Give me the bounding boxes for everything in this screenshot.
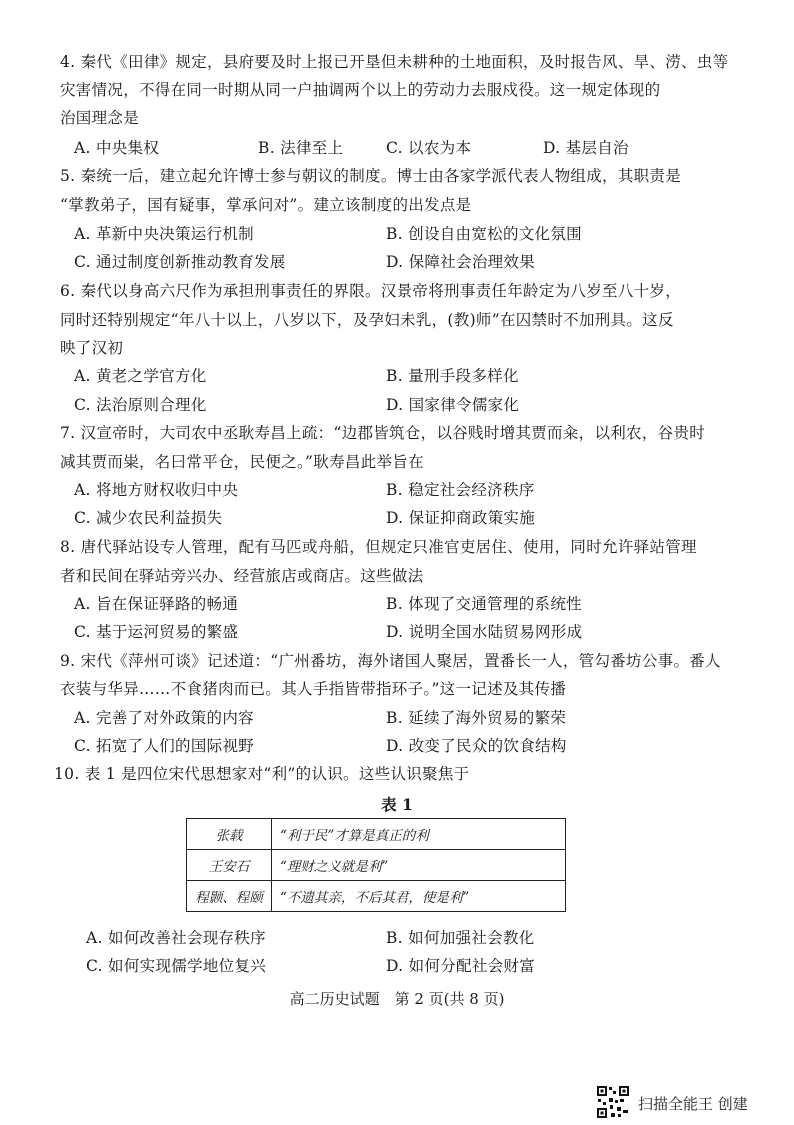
table-row xyxy=(187,881,566,912)
question-5-option-a: A. 革新中央决策运行机制 xyxy=(74,225,254,243)
question-4-option-c: C. 以农为本 xyxy=(386,139,472,157)
question-5-line-1: 5. 秦统一后，建立起允许博士参与朝议的制度。博士由各家学派代表人物组成，其职责是 xyxy=(60,167,682,185)
question-7-option-a: A. 将地方财权收归中央 xyxy=(74,481,239,499)
question-9-option-d: D. 改变了民众的饮食结构 xyxy=(386,737,567,755)
table-cell-view: “不遗其亲，不后其君，使是利” xyxy=(272,881,566,912)
question-5-line-2: “掌教弟子，国有疑事，掌承问对”。建立该制度的出发点是 xyxy=(60,196,472,214)
question-4-option-d: D. 基层自治 xyxy=(543,139,629,157)
question-8-line-2: 者和民间在驿站旁兴办、经营旅店或商店。这些做法 xyxy=(60,567,424,585)
question-8-option-a: A. 旨在保证驿路的畅通 xyxy=(74,595,239,613)
question-6-option-d: D. 国家律令儒家化 xyxy=(386,396,520,414)
table-cell-name: 张载 xyxy=(187,819,272,850)
question-6-option-c: C. 法治原则合理化 xyxy=(74,396,207,414)
question-7-option-c: C. 减少农民利益损失 xyxy=(74,509,223,527)
table-cell-view: “利于民”才算是真正的利 xyxy=(272,819,566,850)
question-8-option-c: C. 基于运河贸易的繁盛 xyxy=(74,623,239,641)
question-5-option-b: B. 创设自由宽松的文化氛围 xyxy=(386,225,582,243)
question-10-option-a: A. 如何改善社会现存秩序 xyxy=(86,929,266,947)
question-7-line-2: 减其贾而粜，名曰常平仓，民便之。”耿寿昌此举旨在 xyxy=(60,453,424,471)
qr-code-icon xyxy=(596,1085,630,1119)
watermark-text: 扫描全能王 创建 xyxy=(638,1095,748,1113)
question-4-line-1: 4. 秦代《田律》规定，县府要及时上报已开垦但未耕种的土地面积，及时报告风、旱、涝、虫等 xyxy=(60,53,729,71)
question-10-option-d: D. 如何分配社会财富 xyxy=(386,957,536,975)
question-4-option-a: A. 中央集权 xyxy=(74,139,160,157)
question-5-option-c: C. 通过制度创新推动教育发展 xyxy=(74,253,286,271)
question-8-line-1: 8. 唐代驿站设专人管理，配有马匹或舟船，但规定只准官吏居住、使用，同时允许驿站管理 xyxy=(60,538,697,556)
question-4-line-2: 灾害情况，不得在同一时期从同一户抽调两个以上的劳动力去服戍役。这一规定体现的 xyxy=(60,81,661,99)
question-5-option-d: D. 保障社会治理效果 xyxy=(386,253,536,271)
table-cell-name: 程颢、程颐 xyxy=(187,881,272,912)
question-7-option-d: D. 保证抑商政策实施 xyxy=(386,509,536,527)
question-10-option-c: C. 如何实现儒学地位复兴 xyxy=(86,957,267,975)
table-cell-view: “理财之义就是利” xyxy=(272,850,566,881)
table-cell-name: 王安石 xyxy=(187,850,272,881)
question-8-option-b: B. 体现了交通管理的系统性 xyxy=(386,595,582,613)
table-row xyxy=(187,819,566,850)
question-6-option-b: B. 量刑手段多样化 xyxy=(386,367,519,385)
question-10-line-1: 10. 表 1 是四位宋代思想家对“利”的认识。这些认识聚焦于 xyxy=(54,765,470,783)
table-1-caption: 表 1 xyxy=(381,795,413,814)
question-4-option-b: B. 法律至上 xyxy=(258,139,344,157)
question-6-option-a: A. 黄老之学官方化 xyxy=(74,367,207,385)
question-10-option-b: B. 如何加强社会教化 xyxy=(386,929,535,947)
question-8-option-d: D. 说明全国水陆贸易网形成 xyxy=(386,623,583,641)
question-6-line-2: 同时还特别规定“年八十以上，八岁以下，及孕妇未乳，(教)师”在囚禁时不加刑具。这反 xyxy=(60,311,674,329)
question-9-option-a: A. 完善了对外政策的内容 xyxy=(74,709,254,727)
question-9-option-c: C. 拓宽了人们的国际视野 xyxy=(74,737,255,755)
question-6-line-1: 6. 秦代以身高六尺作为承担刑事责任的界限。汉景帝将刑事责任年龄定为八岁至八十岁， xyxy=(60,282,682,300)
question-9-line-1: 9. 宋代《萍州可谈》记述道：“广州番坊，海外诸国人聚居，置番长一人，管勾番坊公事。番人 xyxy=(60,652,721,670)
page-footer: 高二历史试题 第 2 页(共 8 页) xyxy=(289,990,505,1008)
table-row xyxy=(187,850,566,881)
question-6-line-3: 映了汉初 xyxy=(60,339,124,357)
question-9-option-b: B. 延续了海外贸易的繁荣 xyxy=(386,709,567,727)
question-9-line-2: 衣装与华异……不食猪肉而已。其人手指皆带指环子。”这一记述及其传播 xyxy=(60,680,567,698)
question-4-line-3: 治国理念是 xyxy=(60,109,140,127)
table-1 xyxy=(186,818,566,912)
question-7-option-b: B. 稳定社会经济秩序 xyxy=(386,481,535,499)
question-7-line-1: 7. 汉宣帝时，大司农中丞耿寿昌上疏：“边郡皆筑仓，以谷贱时增其贾而籴，以利农，谷贵时 xyxy=(60,424,706,442)
